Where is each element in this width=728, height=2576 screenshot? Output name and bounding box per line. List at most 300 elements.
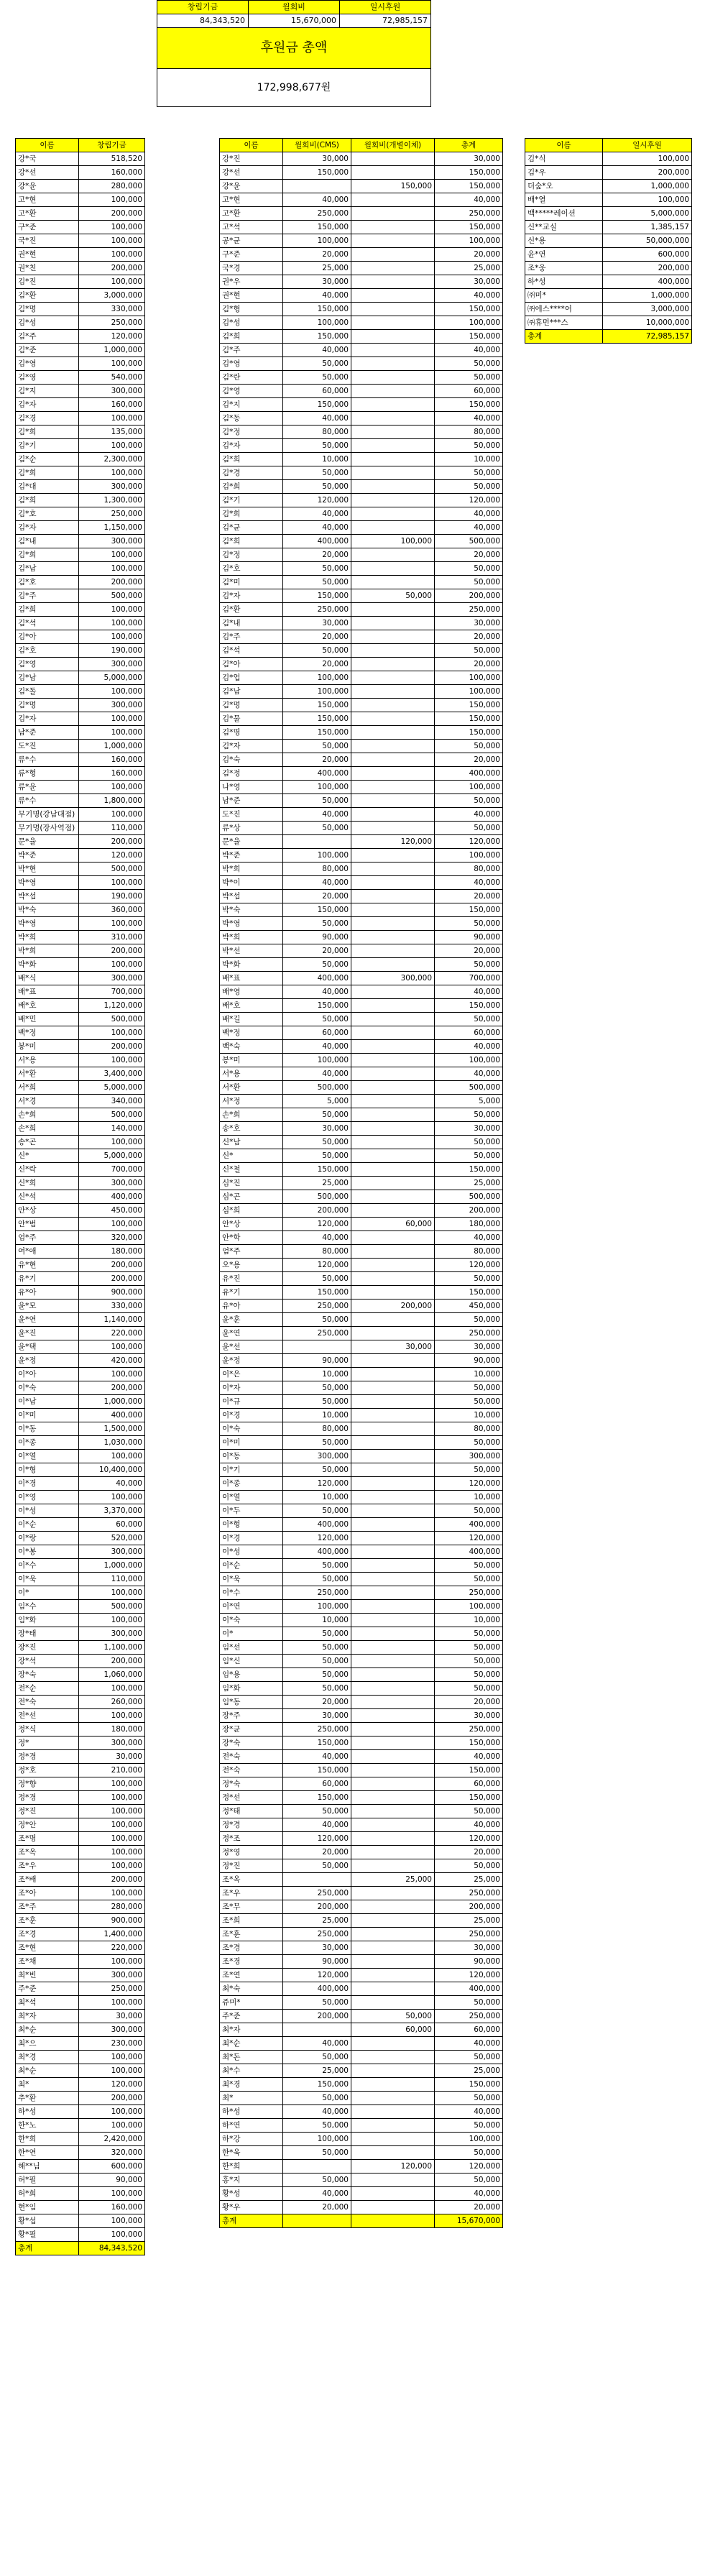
donor-name-cell: 하*성: [220, 2105, 283, 2119]
donor-name-cell: 정*숙: [220, 1777, 283, 1791]
onetime-header-amount: 일시후원: [603, 139, 692, 152]
amount-cell: 60,000: [283, 385, 351, 398]
amount-cell: 100,000: [435, 685, 503, 699]
donor-name-cell: 김*명: [16, 303, 79, 316]
monthly-row: [220, 1641, 503, 1655]
amount-cell: 50,000: [435, 917, 503, 931]
donor-name-cell: 이*숙: [220, 1422, 283, 1436]
amount-cell: 120,000: [351, 2160, 435, 2174]
amount-cell: [351, 1627, 435, 1641]
amount-cell: 40,000: [283, 507, 351, 521]
amount-cell: 30,000: [435, 275, 503, 289]
amount-cell: [351, 753, 435, 767]
donor-name-cell: 김*희: [16, 603, 79, 617]
founding-row: [16, 2078, 145, 2092]
amount-cell: 50,000: [435, 1136, 503, 1149]
amount-cell: 80,000: [283, 426, 351, 439]
amount-cell: [351, 1122, 435, 1136]
monthly-row: [220, 1259, 503, 1272]
amount-cell: 20,000: [283, 548, 351, 562]
founding-row: [16, 794, 145, 808]
founding-row: [16, 1928, 145, 1941]
donor-name-cell: 조*경: [220, 1941, 283, 1955]
amount-cell: 40,000: [283, 1818, 351, 1832]
monthly-row: [220, 193, 503, 207]
amount-cell: 50,000: [283, 1272, 351, 1286]
amount-cell: 2,300,000: [79, 453, 145, 466]
donor-name-cell: 김*대: [16, 480, 79, 494]
donor-name-cell: 김*동: [220, 412, 283, 426]
amount-cell: 50,000: [283, 1436, 351, 1450]
summary-total-label-row: [157, 28, 431, 69]
founding-row: [16, 1900, 145, 1914]
donor-name-cell: 허*희: [16, 2187, 79, 2201]
amount-cell: 40,000: [283, 2105, 351, 2119]
amount-cell: [351, 903, 435, 917]
donor-name-cell: 윤*진: [16, 1327, 79, 1340]
summary-value-row: [157, 14, 431, 28]
donor-name-cell: 전*숙: [220, 1764, 283, 1777]
donor-name-cell: 황*성: [220, 2187, 283, 2201]
amount-cell: 50,000: [435, 958, 503, 972]
donor-name-cell: 강*윤: [220, 180, 283, 193]
donor-name-cell: 배*길: [220, 1013, 283, 1026]
amount-cell: 150,000: [283, 712, 351, 726]
amount-cell: 30,000: [283, 1122, 351, 1136]
founding-row: [16, 1218, 145, 1231]
donor-name-cell: 조*우: [16, 1859, 79, 1873]
amount-cell: 5,000,000: [603, 207, 692, 221]
amount-cell: 200,000: [603, 262, 692, 275]
donor-name-cell: 김*호: [220, 562, 283, 576]
monthly-row: [220, 2010, 503, 2023]
amount-cell: 50,000: [351, 2010, 435, 2023]
amount-cell: 50,000: [435, 1996, 503, 2010]
amount-cell: 250,000: [283, 1300, 351, 1313]
amount-cell: 200,000: [79, 207, 145, 221]
founding-row: [16, 1368, 145, 1381]
amount-cell: [351, 1477, 435, 1491]
donor-name-cell: 손*희: [16, 1122, 79, 1136]
amount-cell: 1,000,000: [79, 740, 145, 753]
monthly-row: [220, 453, 503, 466]
monthly-row: [220, 412, 503, 426]
amount-cell: 100,000: [79, 685, 145, 699]
founding-row: [16, 1136, 145, 1149]
amount-cell: 25,000: [283, 1914, 351, 1928]
amount-cell: 400,000: [603, 275, 692, 289]
amount-cell: 100,000: [79, 808, 145, 822]
founding-row: [16, 1026, 145, 1040]
donor-name-cell: 박*섭: [16, 890, 79, 903]
monthly-row: [220, 234, 503, 248]
donor-name-cell: 이*경: [220, 1532, 283, 1545]
monthly-row: [220, 2078, 503, 2092]
donor-name-cell: 김*주: [16, 330, 79, 344]
amount-cell: 25,000: [435, 262, 503, 275]
donor-name-cell: 유*현: [16, 1259, 79, 1272]
amount-cell: 50,000: [283, 576, 351, 589]
amount-cell: 30,000: [435, 152, 503, 166]
founding-row: [16, 1873, 145, 1887]
amount-cell: 50,000: [435, 1108, 503, 1122]
founding-row: [16, 412, 145, 426]
amount-cell: [351, 1914, 435, 1928]
founding-row: [16, 917, 145, 931]
donor-name-cell: 박*희: [220, 931, 283, 944]
donor-name-cell: 김*희: [220, 453, 283, 466]
monthly-header-cms: 월회비(CMS): [283, 139, 351, 152]
donor-name-cell: 이*기: [220, 1463, 283, 1477]
amount-cell: [351, 876, 435, 890]
amount-cell: 500,000: [283, 1081, 351, 1095]
amount-cell: 40,000: [283, 344, 351, 357]
amount-cell: [351, 398, 435, 412]
amount-cell: [351, 289, 435, 303]
amount-cell: 340,000: [79, 1095, 145, 1108]
monthly-row: [220, 1450, 503, 1463]
amount-cell: 300,000: [79, 1545, 145, 1559]
amount-cell: 100,000: [79, 1846, 145, 1859]
amount-cell: 50,000: [435, 740, 503, 753]
amount-cell: 100,000: [79, 781, 145, 794]
amount-cell: [351, 1409, 435, 1422]
amount-cell: 900,000: [79, 1914, 145, 1928]
amount-cell: 25,000: [435, 1873, 503, 1887]
amount-cell: 50,000: [435, 1272, 503, 1286]
amount-cell: [283, 1340, 351, 1354]
donor-name-cell: 이*욱: [16, 1573, 79, 1586]
amount-cell: 120,000: [435, 1477, 503, 1491]
founding-row: [16, 2146, 145, 2160]
amount-cell: 150,000: [283, 1791, 351, 1805]
amount-cell: 50,000: [435, 2092, 503, 2105]
amount-cell: 220,000: [79, 1327, 145, 1340]
donor-name-cell: 서*경: [16, 1095, 79, 1108]
amount-cell: [351, 630, 435, 644]
founding-row: [16, 972, 145, 985]
monthly-row: [220, 1941, 503, 1955]
monthly-row: [220, 1368, 503, 1381]
amount-cell: 100,000: [435, 316, 503, 330]
amount-cell: 450,000: [435, 1300, 503, 1313]
amount-cell: 100,000: [79, 248, 145, 262]
monthly-row: [220, 1354, 503, 1368]
donor-name-cell: 황*필: [16, 2228, 79, 2242]
amount-cell: 20,000: [283, 944, 351, 958]
monthly-row: [220, 466, 503, 480]
amount-cell: 30,000: [351, 1340, 435, 1354]
amount-cell: 30,000: [435, 1122, 503, 1136]
donor-name-cell: 주*준: [220, 2010, 283, 2023]
donor-name-cell: 배*식: [16, 972, 79, 985]
founding-row: [16, 1095, 145, 1108]
monthly-row: [220, 1026, 503, 1040]
monthly-row: [220, 1163, 503, 1177]
monthly-row: [220, 944, 503, 958]
monthly-row: [220, 576, 503, 589]
amount-cell: 300,000: [79, 2023, 145, 2037]
amount-cell: 50,000: [283, 794, 351, 808]
founding-row: [16, 1805, 145, 1818]
donor-name-cell: 최*: [16, 2078, 79, 2092]
donor-name-cell: 임*화: [220, 1682, 283, 1696]
donor-name-cell: 김*영: [16, 357, 79, 371]
monthly-row: [220, 1436, 503, 1450]
amount-cell: 500,000: [283, 1190, 351, 1204]
founding-fund-table: [15, 138, 145, 2255]
amount-cell: 60,000: [351, 2023, 435, 2037]
monthly-row: [220, 1873, 503, 1887]
monthly-row: [220, 1736, 503, 1750]
donor-name-cell: 유*기: [16, 1272, 79, 1286]
donor-name-cell: 정*태: [220, 1805, 283, 1818]
amount-cell: 50,000: [435, 439, 503, 453]
founding-row: [16, 1736, 145, 1750]
amount-cell: 100,000: [79, 1136, 145, 1149]
summary-total-label: 후원금 총액: [157, 28, 431, 69]
monthly-row: [220, 2160, 503, 2174]
founding-row: [16, 985, 145, 999]
donor-name-cell: 박*섭: [220, 890, 283, 903]
founding-row: [16, 2037, 145, 2051]
amount-cell: 50,000: [435, 1805, 503, 1818]
founding-row: [16, 180, 145, 193]
donor-name-cell: 조*훈: [220, 1928, 283, 1941]
amount-cell: 100,000: [79, 1450, 145, 1463]
amount-cell: 50,000: [435, 1573, 503, 1586]
amount-cell: 150,000: [435, 699, 503, 712]
founding-row: [16, 630, 145, 644]
amount-cell: 10,000: [283, 1368, 351, 1381]
donor-name-cell: 김*영: [16, 658, 79, 671]
donor-name-cell: 백*숙: [220, 1040, 283, 1054]
amount-cell: 260,000: [79, 1696, 145, 1709]
amount-cell: 50,000: [283, 2146, 351, 2160]
amount-cell: 250,000: [283, 207, 351, 221]
donor-name-cell: 손*희: [220, 1108, 283, 1122]
monthly-row: [220, 1614, 503, 1627]
amount-cell: 520,000: [79, 1532, 145, 1545]
summary-value-monthly: 15,670,000: [249, 14, 340, 28]
monthly-row: [220, 972, 503, 985]
founding-row: [16, 1518, 145, 1532]
amount-cell: 200,000: [435, 589, 503, 603]
amount-cell: [351, 1641, 435, 1655]
monthly-row: [220, 1682, 503, 1696]
founding-row: [16, 1969, 145, 1982]
donor-name-cell: 김*자: [220, 439, 283, 453]
amount-cell: [351, 1518, 435, 1532]
amount-cell: 100,000: [79, 275, 145, 289]
amount-cell: 110,000: [79, 822, 145, 835]
monthly-row: [220, 1245, 503, 1259]
donor-name-cell: 최*석: [16, 1996, 79, 2010]
donor-name-cell: 이*형: [220, 1518, 283, 1532]
donor-name-cell: 최*자: [16, 2010, 79, 2023]
founding-row: [16, 753, 145, 767]
amount-cell: 250,000: [283, 603, 351, 617]
amount-cell: 10,000: [435, 453, 503, 466]
monthly-row: [220, 1573, 503, 1586]
donor-name-cell: 정*경: [220, 1818, 283, 1832]
founding-row: [16, 1422, 145, 1436]
amount-cell: [351, 385, 435, 398]
amount-cell: 50,000: [435, 562, 503, 576]
amount-cell: 150,000: [283, 726, 351, 740]
founding-row: [16, 1627, 145, 1641]
amount-cell: [351, 453, 435, 466]
amount-cell: [351, 193, 435, 207]
donor-name-cell: 전*숙: [220, 1750, 283, 1764]
amount-cell: [351, 1504, 435, 1518]
founding-total-value: 84,343,520: [79, 2242, 145, 2255]
amount-cell: 140,000: [79, 1122, 145, 1136]
donor-name-cell: 유*아: [16, 1286, 79, 1300]
amount-cell: 250,000: [79, 507, 145, 521]
amount-cell: 200,000: [79, 835, 145, 849]
amount-cell: 500,000: [435, 535, 503, 548]
founding-row: [16, 1777, 145, 1791]
donor-name-cell: 남*준: [16, 726, 79, 740]
donor-name-cell: 백*정: [220, 1026, 283, 1040]
founding-row: [16, 1204, 145, 1218]
donor-name-cell: 류*형: [16, 767, 79, 781]
donor-name-cell: 이*동: [16, 1422, 79, 1436]
summary-table: [157, 0, 431, 107]
amount-cell: [351, 794, 435, 808]
founding-row: [16, 548, 145, 562]
donor-name-cell: 김*영: [220, 385, 283, 398]
amount-cell: 40,000: [435, 2105, 503, 2119]
amount-cell: 518,520: [79, 152, 145, 166]
founding-row: [16, 398, 145, 412]
amount-cell: 80,000: [435, 1422, 503, 1436]
amount-cell: 40,000: [435, 876, 503, 890]
amount-cell: 50,000: [283, 822, 351, 835]
donor-name-cell: 이*종: [16, 1436, 79, 1450]
amount-cell: 50,000: [283, 1395, 351, 1409]
onetime-header-name: 이름: [525, 139, 603, 152]
founding-row: [16, 1409, 145, 1422]
amount-cell: 100,000: [79, 412, 145, 426]
amount-cell: 100,000: [79, 562, 145, 576]
amount-cell: 50,000: [283, 1668, 351, 1682]
donor-name-cell: 한*희: [16, 2133, 79, 2146]
donor-name-cell: 정*안: [16, 1818, 79, 1832]
amount-cell: 150,000: [435, 398, 503, 412]
amount-cell: 300,000: [283, 1450, 351, 1463]
amount-cell: 150,000: [283, 589, 351, 603]
amount-cell: [351, 767, 435, 781]
donor-name-cell: 엄*주: [220, 1245, 283, 1259]
amount-cell: 40,000: [283, 808, 351, 822]
amount-cell: 100,000: [435, 234, 503, 248]
amount-cell: 250,000: [435, 1586, 503, 1600]
amount-cell: [283, 1873, 351, 1887]
donor-name-cell: 최*순: [16, 2064, 79, 2078]
amount-cell: 200,000: [283, 2010, 351, 2023]
founding-row: [16, 2064, 145, 2078]
donor-name-cell: 신*락: [16, 1163, 79, 1177]
monthly-row: [220, 480, 503, 494]
donor-name-cell: 안*학: [220, 1231, 283, 1245]
amount-cell: 100,000: [283, 234, 351, 248]
amount-cell: 200,000: [79, 1873, 145, 1887]
amount-cell: 160,000: [79, 2201, 145, 2214]
amount-cell: [351, 1108, 435, 1122]
donor-name-cell: 정*조: [220, 1832, 283, 1846]
donor-name-cell: 배*표: [220, 972, 283, 985]
amount-cell: 3,370,000: [79, 1504, 145, 1518]
amount-cell: 600,000: [603, 248, 692, 262]
monthly-row: [220, 1054, 503, 1067]
founding-row: [16, 1040, 145, 1054]
amount-cell: 90,000: [435, 931, 503, 944]
onetime-row: [525, 180, 692, 193]
monthly-row: [220, 890, 503, 903]
amount-cell: 40,000: [435, 1818, 503, 1832]
amount-cell: [351, 781, 435, 794]
donor-name-cell: 김*정: [220, 426, 283, 439]
amount-cell: [351, 1067, 435, 1081]
monthly-row: [220, 1081, 503, 1095]
founding-row: [16, 221, 145, 234]
amount-cell: 400,000: [79, 1409, 145, 1422]
amount-cell: 30,000: [283, 152, 351, 166]
amount-cell: [283, 2160, 351, 2174]
onetime-row: [525, 316, 692, 330]
amount-cell: 50,000: [435, 1627, 503, 1641]
donor-name-cell: 구*준: [220, 248, 283, 262]
monthly-row: [220, 303, 503, 316]
onetime-total-row: [525, 330, 692, 344]
summary-header-monthly: 월회비: [249, 1, 340, 14]
donor-name-cell: 신*용: [525, 234, 603, 248]
amount-cell: 450,000: [79, 1204, 145, 1218]
amount-cell: 500,000: [435, 1190, 503, 1204]
amount-cell: 250,000: [435, 2010, 503, 2023]
monthly-row: [220, 166, 503, 180]
monthly-row: [220, 289, 503, 303]
amount-cell: 300,000: [435, 1450, 503, 1463]
donor-name-cell: 김*환: [220, 603, 283, 617]
amount-cell: 50,000: [435, 371, 503, 385]
founding-row: [16, 835, 145, 849]
donor-name-cell: 김*자: [220, 740, 283, 753]
amount-cell: 150,000: [435, 330, 503, 344]
amount-cell: 100,000: [79, 603, 145, 617]
amount-cell: 300,000: [79, 1736, 145, 1750]
founding-row: [16, 1545, 145, 1559]
amount-cell: [351, 330, 435, 344]
amount-cell: [351, 1832, 435, 1846]
amount-cell: 50,000: [283, 1136, 351, 1149]
donor-name-cell: 김*석: [16, 617, 79, 630]
founding-row: [16, 2160, 145, 2174]
amount-cell: 20,000: [283, 753, 351, 767]
donor-name-cell: 최*으: [16, 2037, 79, 2051]
founding-row: [16, 740, 145, 753]
amount-cell: [351, 207, 435, 221]
monthly-row: [220, 1545, 503, 1559]
amount-cell: 20,000: [435, 890, 503, 903]
founding-row: [16, 1668, 145, 1682]
donor-name-cell: 안*범: [16, 1218, 79, 1231]
amount-cell: 40,000: [283, 289, 351, 303]
amount-cell: 60,000: [283, 1026, 351, 1040]
amount-cell: 5,000,000: [79, 671, 145, 685]
